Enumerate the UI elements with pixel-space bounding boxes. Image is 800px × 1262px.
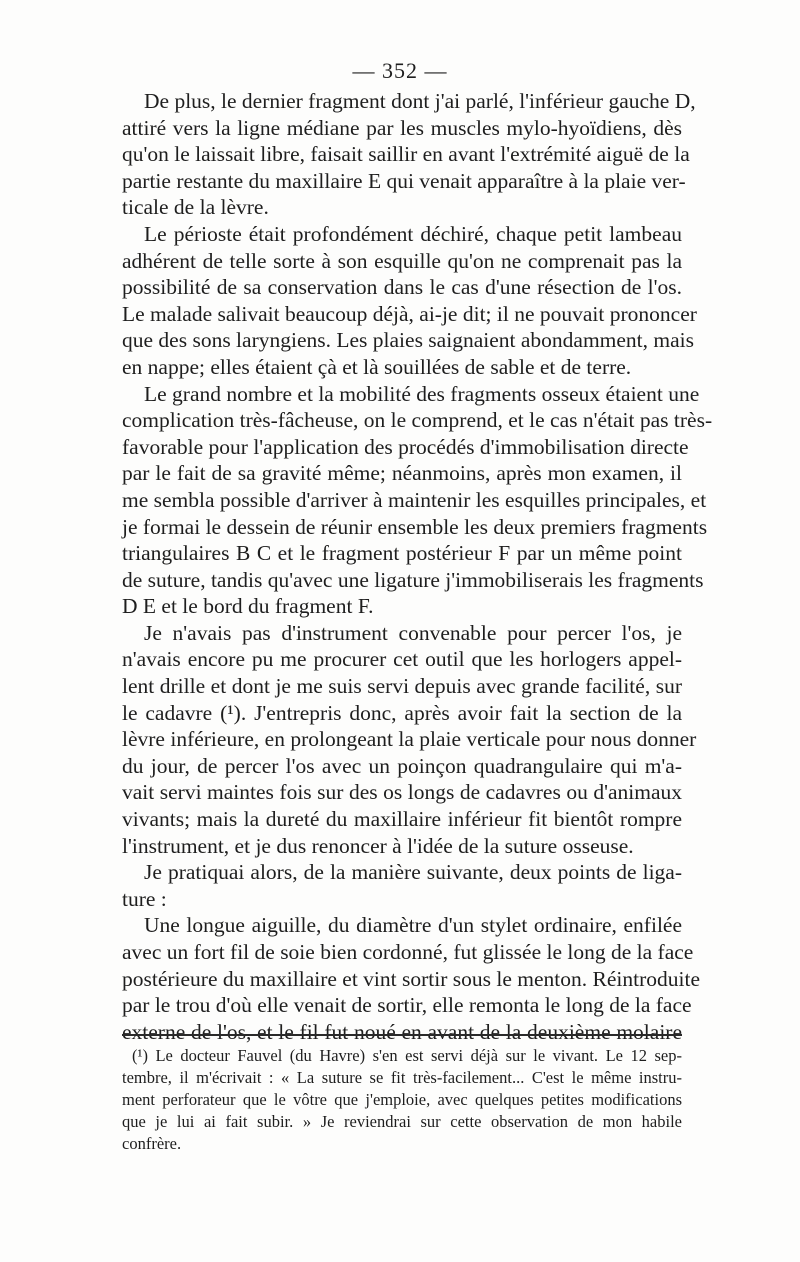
text-line: vivants; mais la dureté du maxillaire inférieur fit bientôt rompre [122, 807, 682, 832]
text-line: avec un fort fil de soie bien cordonné, fut glissée le long de la face [122, 940, 694, 964]
text-line: lent drille et dont je me suis servi depuis avec grande facilité, sur [122, 674, 682, 699]
text-line: vait servi maintes fois sur des os longs de cadavres ou d'animaux [122, 780, 682, 805]
text-line: que des sons laryngiens. Les plaies saignaient abondamment, mais [122, 328, 695, 353]
text-line: n'avais encore pu me procurer cet outil que les horlogers appel- [122, 647, 682, 672]
text-line: Le grand nombre et la mobilité des fragments osseux étaient une [144, 381, 700, 406]
footnote-line: confrère. [122, 1134, 182, 1153]
text-line: Le malade salivait beaucoup déjà, ai-je dit; il ne pouvait prononcer [122, 301, 697, 326]
text-line: me sembla possible d'arriver à maintenir les esquilles principales, et [122, 487, 707, 512]
text-line: qu'on le laissait libre, faisait saillir en avant l'extrémité aiguë de la [122, 142, 690, 167]
text-line: favorable pour l'application des procédés d'immobilisation directe [122, 434, 689, 459]
text-line: Je n'avais pas d'instrument convenable pour percer l'os, je [144, 620, 682, 645]
footnotes [122, 1045, 682, 1155]
footnote-line: que je lui ai fait subir. » Je reviendrai sur cette observation de mon habile [122, 1112, 682, 1131]
text-line: triangulaires B C et le fragment postérieur F par un même point [122, 541, 682, 566]
text-line: lèvre inférieure, en prolongeant la plaie verticale pour nous donner [122, 727, 697, 752]
page-number: — 352 — [352, 58, 448, 83]
text-line: l'instrument, et je dus renoncer à l'idée de la suture osseuse. [122, 833, 634, 858]
footnote-line: (¹) Le docteur Fauvel (du Havre) s'en est servi déjà sur le vivant. Le 12 sep- [132, 1046, 682, 1065]
footnote-rule [122, 1034, 682, 1036]
text-line: je formai le dessein de réunir ensemble les deux premiers fragments [122, 514, 708, 539]
text-line: par le trou d'où elle venait de sortir, elle remonta le long de la face [122, 993, 692, 1018]
text-line: par le fait de sa gravité même; néanmoins, après mon examen, il [122, 461, 682, 486]
text-line: externe de l'os, et le fil fut noué en avant de la deuxième molaire [122, 1019, 682, 1044]
text-line: postérieure du maxillaire et vint sortir sous le menton. Réintroduite [122, 966, 700, 991]
footnote-line: ment perforateur que le vôtre que j'emploie, avec quelques petites modifications [122, 1090, 682, 1109]
text-line: attiré vers la ligne médiane par les muscles mylo-hyoïdiens, dès [122, 115, 682, 140]
footnote-line: tembre, il m'écrivait : « La suture se fit très-facilement... C'est le même instru- [122, 1068, 682, 1087]
text-line: Une longue aiguille, du diamètre d'un stylet ordinaire, enfilée [144, 913, 682, 938]
text-line: du jour, de percer l'os avec un poinçon quadrangulaire qui m'a- [122, 753, 682, 778]
text-line: D E et le bord du fragment F. [122, 594, 374, 619]
text-line: Je pratiquai alors, de la manière suivante, deux points de liga- [144, 860, 682, 885]
text-line: ticale de la lèvre. [122, 195, 269, 220]
text-line: De plus, le dernier fragment dont j'ai parlé, l'inférieur gauche D, [144, 89, 696, 113]
text-line: ture : [122, 886, 167, 911]
text-line: partie restante du maxillaire E qui venait apparaître à la plaie ver- [122, 168, 686, 193]
text-line: de suture, tandis qu'avec une ligature j'immobiliserais les fragments [122, 567, 704, 592]
text-line: Le périoste était profondément déchiré, chaque petit lambeau [144, 221, 682, 246]
text-line: le cadavre (¹). J'entrepris donc, après avoir fait la section de la [122, 700, 682, 725]
text-line: en nappe; elles étaient çà et là souillées de sable et de terre. [122, 354, 632, 379]
body-text [122, 88, 713, 1045]
text-line: possibilité de sa conservation dans le cas d'une résection de l'os. [122, 275, 682, 300]
text-line: complication très-fâcheuse, on le comprend, et le cas n'était pas très- [122, 408, 713, 433]
text-line: adhérent de telle sorte à son esquille qu'on ne comprenait pas la [122, 248, 682, 273]
